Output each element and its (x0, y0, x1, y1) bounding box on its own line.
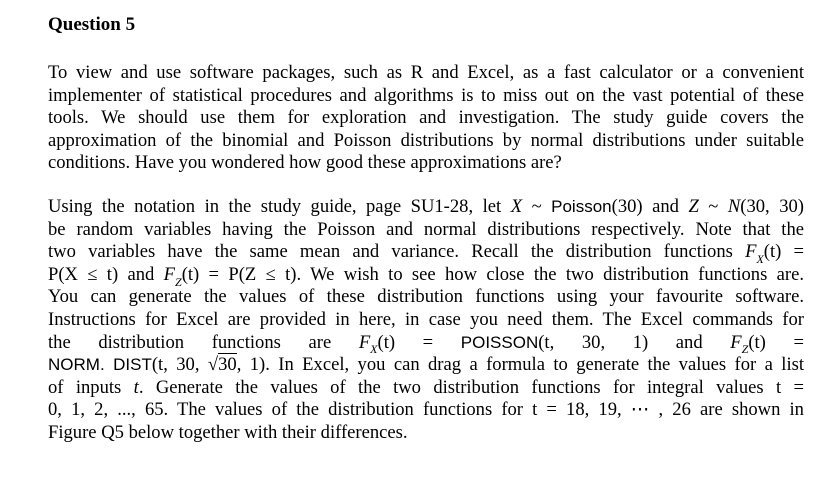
text-span: Using the notation in the study guide, page SU1-28, let (48, 196, 511, 217)
text-span: (t, 30, 1) (538, 331, 649, 353)
math-variable: F (163, 263, 175, 285)
instructions-paragraph (48, 196, 804, 445)
text-span: are shown in (690, 399, 804, 421)
text-line: To view and use software packages, such as R and Excel, as a fast calculator or a convenient (48, 62, 804, 83)
math-subscript: X (370, 342, 378, 357)
math-function: Poisson (551, 197, 612, 216)
sqrt-radicand: 30 (218, 354, 237, 376)
text-line (48, 354, 804, 377)
math-variable: N (727, 196, 741, 217)
text-span: (t) = (763, 241, 804, 263)
math-variable: X (510, 196, 523, 217)
text-line: conditions. Have you wondered how good these approximations are? (48, 152, 562, 174)
text-span: of inputs (48, 376, 134, 398)
intro-paragraph (48, 62, 804, 175)
square-root (208, 353, 237, 375)
math-variable: F (745, 241, 757, 263)
text-line (48, 196, 804, 219)
text-span: functions (211, 331, 281, 353)
text-span: . Generate the values of the two distribution functions for integral values (138, 376, 776, 398)
text-span: and (675, 331, 703, 353)
text-line (48, 377, 804, 400)
math-function: NORM. DIST (48, 355, 152, 375)
text-span: distribution (98, 331, 185, 353)
text-span: t = 18, 19, ⋯ , 26 (532, 399, 691, 421)
text-line: be random variables having the Poisson and normal distributions respectively. Note that the (48, 218, 804, 240)
text-span: . The values of the distribution functions for (163, 399, 533, 421)
math-variable: F (730, 331, 742, 353)
text-span: two variables have the same mean and variance. Recall the distribution functions (48, 241, 746, 263)
math-variable: t (133, 376, 139, 398)
math-function: POISSON (460, 332, 539, 352)
math-variable: F (358, 331, 371, 353)
text-span: , 1). In Excel, you can drag a formula to generate the values for a list (236, 354, 805, 376)
text-span: are (308, 331, 332, 353)
math-expression (730, 331, 804, 357)
text-line: tools. We should use them for exploration and investigation. The study guide covers the (48, 107, 804, 129)
text-span: (t, 30, (151, 354, 208, 376)
text-span: (t) = P(Z ≤ t) (181, 263, 297, 285)
text-span: ~ (522, 196, 552, 217)
text-line (48, 264, 804, 287)
text-line (48, 241, 804, 264)
text-span: the (48, 331, 71, 353)
text-span: . We wish to see how close the two distribution functions are. (296, 263, 804, 285)
text-line: approximation of the binomial and Poisson distributions by normal distributions under suitable (48, 129, 804, 151)
sqrt-sign: √ (207, 354, 219, 376)
text-line: You can generate the values of these distribution functions using your favourite software. (48, 286, 804, 308)
text-span: ~ (698, 196, 728, 217)
text-line: Instructions for Excel are provided in here, in case you need them. The Excel commands for (48, 308, 804, 330)
text-line: implementer of statistical procedures and algorithms is to miss out on the vast potential of these (48, 84, 804, 106)
text-span: (30, 30) (740, 196, 804, 217)
question-heading: Question 5 (48, 14, 136, 35)
text-span: (t) = (748, 331, 804, 353)
math-subscript: Z (175, 274, 182, 289)
text-span: 0, 1, 2, ..., 65 (48, 399, 164, 421)
text-span: P(X ≤ t) and (48, 263, 164, 285)
math-variable: Z (688, 196, 699, 217)
math-expression (358, 331, 649, 357)
text-line (48, 399, 804, 422)
text-span: (t) = (377, 331, 461, 353)
text-span: (30) and (611, 196, 689, 217)
text-span: t = (776, 376, 805, 398)
text-line: Figure Q5 below together with their differences. (48, 421, 408, 443)
math-subscript: Z (741, 342, 749, 357)
math-subscript: X (756, 251, 764, 266)
text-line (48, 332, 804, 355)
